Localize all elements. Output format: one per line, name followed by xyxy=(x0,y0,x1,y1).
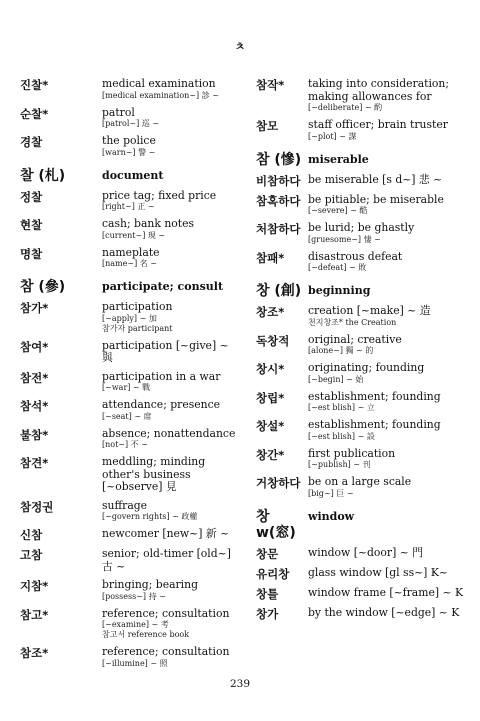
entry-definition: taking into consideration; making allowances for xyxy=(308,77,450,103)
dictionary-entry xyxy=(14,371,240,394)
entry-definition: participation xyxy=(102,300,173,313)
entry-derived-word: 참고서 reference book xyxy=(102,630,190,639)
entry-headword: 참여* xyxy=(20,339,49,354)
entry-definition: nameplate xyxy=(102,245,160,259)
section-headword: 창 (創) xyxy=(256,283,302,299)
dictionary-entry xyxy=(248,391,470,414)
entry-headword: 참견* xyxy=(20,456,49,470)
entry-body xyxy=(102,456,240,494)
entry-definition: originating; founding xyxy=(308,361,425,374)
entry-definition: creation [~make] ~ 造 xyxy=(308,304,431,317)
entry-etymology: [gruesome~] 悽 ~ xyxy=(308,234,381,244)
entry-headword: 유리창 xyxy=(256,566,290,581)
entry-body xyxy=(102,218,240,241)
entry-headword: 현찰 xyxy=(20,218,43,232)
entry-body xyxy=(102,428,240,451)
entry-headword: 참작* xyxy=(256,78,285,92)
dictionary-entry xyxy=(248,607,470,621)
entry-definition: glass window [gl ss~] K~ xyxy=(308,565,448,579)
entry-body xyxy=(102,78,240,101)
entry-body xyxy=(308,119,470,142)
dictionary-entry xyxy=(248,251,470,274)
entry-definition: the police xyxy=(102,134,156,147)
entry-body xyxy=(102,528,240,541)
dictionary-entry xyxy=(248,119,470,142)
entry-body xyxy=(308,222,470,245)
entry-headword: 참정권 xyxy=(20,499,54,514)
entry-etymology: [big~] 巨 ~ xyxy=(308,488,354,498)
entry-definition: first publication xyxy=(308,446,396,460)
entry-headword: 불참* xyxy=(20,427,49,442)
section-heading xyxy=(248,509,470,541)
entry-definition: window frame [~frame] ~ K xyxy=(308,585,464,599)
dictionary-entry xyxy=(14,608,240,641)
entry-headword: 창틀 xyxy=(256,586,279,601)
dictionary-entry xyxy=(248,362,470,385)
entry-etymology: [right~] 正 ~ xyxy=(102,202,155,211)
entry-body xyxy=(102,247,240,270)
entry-etymology: [medical examination~] 診 ~ xyxy=(102,90,219,100)
entry-definition: medical examination xyxy=(102,77,216,90)
entry-etymology: [name~] 名 ~ xyxy=(102,259,157,268)
entry-body xyxy=(308,334,470,357)
dictionary-entry xyxy=(14,190,240,213)
entry-etymology: [~defeat] ~ 敗 xyxy=(308,263,367,272)
section-headword: 찰 (札) xyxy=(20,167,66,184)
entry-etymology: [~seat] ~ 席 xyxy=(102,411,152,421)
entry-body xyxy=(308,607,470,620)
entry-headword: 창가 xyxy=(256,606,279,621)
entry-body xyxy=(102,399,240,422)
entry-etymology: [alone~] 獨 ~ 的 xyxy=(308,346,374,355)
section-heading xyxy=(14,279,240,295)
dictionary-entry xyxy=(14,301,240,334)
entry-definition: participation in a war xyxy=(102,369,221,383)
dictionary-entry xyxy=(14,528,240,542)
entry-etymology: [~begin] ~ 始 xyxy=(308,374,364,384)
entry-body xyxy=(102,608,240,641)
entry-etymology: [possess~] 持 ~ xyxy=(102,591,166,601)
entry-definition: cash; bank notes xyxy=(102,217,195,230)
entry-etymology: [warn~] 警 ~ xyxy=(102,147,156,157)
dictionary-entry xyxy=(14,218,240,241)
entry-headword: 지참* xyxy=(20,579,49,593)
entry-definition: disastrous defeat xyxy=(308,249,403,263)
page-header-mark: ㅊ xyxy=(234,40,246,53)
entry-definition: bringing; bearing xyxy=(102,578,198,591)
entry-etymology: 천지창조* the Creation xyxy=(308,317,397,327)
entry-body xyxy=(102,500,240,523)
entry-etymology: [~deliberate] ~ 酌 xyxy=(308,103,383,112)
entry-body xyxy=(102,135,240,158)
entry-definition: establishment; founding xyxy=(308,418,441,431)
entry-headword: 경찰 xyxy=(20,135,43,149)
entry-definition: absence; nonattendance xyxy=(102,426,236,440)
entry-definition: suffrage xyxy=(102,498,148,512)
entry-etymology: [~examine] ~ 考 xyxy=(102,620,169,629)
entry-etymology: [patrol~] 巡 ~ xyxy=(102,119,160,128)
entry-etymology: [not~] 不 ~ xyxy=(102,440,148,449)
entry-headword: 참모 xyxy=(256,119,279,133)
entry-definition: be miserable [s d~] 悲 ~ xyxy=(308,172,443,186)
dictionary-entry xyxy=(248,305,470,328)
section-headword: 참 (慘) xyxy=(256,151,302,168)
entry-body xyxy=(308,391,470,414)
entry-etymology: [~govern rights] ~ 政權 xyxy=(102,512,198,521)
entry-definition: participation [~give] ~ 與 xyxy=(102,338,229,364)
entry-body xyxy=(102,301,240,334)
entry-definition: attendance; presence xyxy=(102,398,221,411)
entry-body xyxy=(308,305,470,328)
entry-definition: be lurid; be ghastly xyxy=(308,221,415,234)
dictionary-entry xyxy=(14,107,240,130)
dictionary-entry xyxy=(14,247,240,270)
entry-body xyxy=(308,567,470,580)
entry-headword: 정찰 xyxy=(20,189,43,204)
entry-body xyxy=(308,194,470,217)
dictionary-entry xyxy=(14,548,240,573)
section-headword: 창 w(窓) xyxy=(256,508,296,541)
entry-body xyxy=(102,579,240,602)
page-number: 239 xyxy=(229,678,251,690)
dictionary-entry xyxy=(248,222,470,245)
entry-body xyxy=(308,251,470,274)
entry-body xyxy=(308,448,470,471)
entry-etymology: [~illumine] ~ 照 xyxy=(102,658,168,668)
dictionary-entry xyxy=(14,78,240,101)
dictionary-entry xyxy=(14,135,240,158)
dictionary-entry xyxy=(14,456,240,494)
entry-headword: 참고* xyxy=(20,607,49,622)
entry-headword: 창립* xyxy=(256,390,285,405)
entry-body xyxy=(102,548,240,573)
entry-headword: 거창하다 xyxy=(256,476,301,490)
entry-etymology: [~apply] ~ 加 xyxy=(102,313,157,323)
entry-derived-word: 참가자 participant xyxy=(102,323,173,333)
entry-definition: meddling; minding other's business [~observe] 見 xyxy=(102,455,206,493)
dictionary-entry xyxy=(248,587,470,601)
entry-definition: establishment; founding xyxy=(308,389,441,403)
entry-body xyxy=(102,371,240,394)
entry-etymology: [~war] ~ 戰 xyxy=(102,383,151,392)
entry-definition: senior; old-timer [old~] 古 ~ xyxy=(102,547,231,573)
entry-body xyxy=(102,646,240,669)
dictionary-entry xyxy=(248,419,470,442)
section-meaning: document xyxy=(102,168,164,182)
entry-body xyxy=(308,587,470,600)
section-heading xyxy=(248,283,470,299)
entry-headword: 참혹하다 xyxy=(256,193,301,208)
entry-headword: 참조* xyxy=(20,646,49,660)
right-column xyxy=(248,78,470,627)
dictionary-entry xyxy=(14,579,240,602)
entry-definition: staff officer; brain truster xyxy=(308,118,448,131)
dictionary-entry xyxy=(248,194,470,217)
section-meaning: window xyxy=(308,509,355,523)
entry-definition: original; creative xyxy=(308,332,402,346)
section-meaning: miserable xyxy=(308,152,369,166)
entry-headword: 참패* xyxy=(256,250,285,265)
entry-body xyxy=(102,190,240,213)
entry-headword: 처참하다 xyxy=(256,222,301,236)
dictionary-entry xyxy=(14,399,240,422)
section-headword: 참 (參) xyxy=(20,279,66,295)
entry-body xyxy=(308,78,470,113)
entry-headword: 참전* xyxy=(20,370,49,385)
entry-etymology: [~est blish] ~ 立 xyxy=(308,403,375,412)
entry-body xyxy=(308,174,470,187)
entry-headword: 신참 xyxy=(20,528,43,542)
entry-etymology: [~publish] ~ 刊 xyxy=(308,460,371,469)
entry-headword: 창조* xyxy=(256,305,285,319)
entry-body xyxy=(308,419,470,442)
entry-body xyxy=(308,362,470,385)
entry-definition: patrol xyxy=(102,105,135,119)
entry-etymology: [current~] 現 ~ xyxy=(102,230,166,240)
entry-headword: 명찰 xyxy=(20,246,43,261)
entry-etymology: [~est blish] ~ 設 xyxy=(308,431,375,441)
entry-headword: 창문 xyxy=(256,546,279,561)
entry-definition: reference; consultation xyxy=(102,606,230,620)
entry-definition: price tag; fixed price xyxy=(102,188,217,202)
entry-definition: be pitiable; be miserable xyxy=(308,192,444,206)
entry-headword: 독창적 xyxy=(256,333,290,348)
entry-headword: 참가* xyxy=(20,301,49,315)
entry-body xyxy=(102,340,240,365)
entry-definition: window [~door] ~ 門 xyxy=(308,545,423,559)
section-meaning: participate; consult xyxy=(102,280,224,293)
dictionary-entry xyxy=(248,174,470,188)
entry-headword: 순찰* xyxy=(20,106,49,121)
entry-headword: 창간* xyxy=(256,447,285,462)
entry-headword: 비참하다 xyxy=(256,173,301,188)
dictionary-entry xyxy=(14,500,240,523)
dictionary-entry xyxy=(248,476,470,499)
section-meaning: beginning xyxy=(308,284,371,297)
entry-definition: newcomer [new~] 新 ~ xyxy=(102,527,230,540)
dictionary-entry xyxy=(248,448,470,471)
dictionary-entry xyxy=(248,78,470,113)
dictionary-entry xyxy=(248,334,470,357)
entry-body xyxy=(308,547,470,560)
entry-headword: 창시* xyxy=(256,362,285,376)
entry-headword: 창설* xyxy=(256,419,285,433)
dictionary-entry xyxy=(14,428,240,451)
entry-headword: 고참 xyxy=(20,548,43,562)
dictionary-entry xyxy=(248,547,470,561)
entry-body xyxy=(308,476,470,499)
entry-etymology: [~plot] ~ 謀 xyxy=(308,131,357,141)
entry-headword: 진찰* xyxy=(20,78,49,92)
section-heading xyxy=(248,152,470,168)
entry-definition: reference; consultation xyxy=(102,645,230,658)
dictionary-entry xyxy=(14,646,240,669)
dictionary-entry xyxy=(248,567,470,581)
entry-etymology: [~severe] ~ 酷 xyxy=(308,206,368,215)
entry-definition: by the window [~edge] ~ K xyxy=(308,605,460,619)
entry-body xyxy=(102,107,240,130)
entry-headword: 참석* xyxy=(20,399,49,413)
left-column xyxy=(14,78,240,675)
dictionary-entry xyxy=(14,340,240,365)
section-heading xyxy=(14,168,240,184)
entry-definition: be on a large scale xyxy=(308,475,412,488)
